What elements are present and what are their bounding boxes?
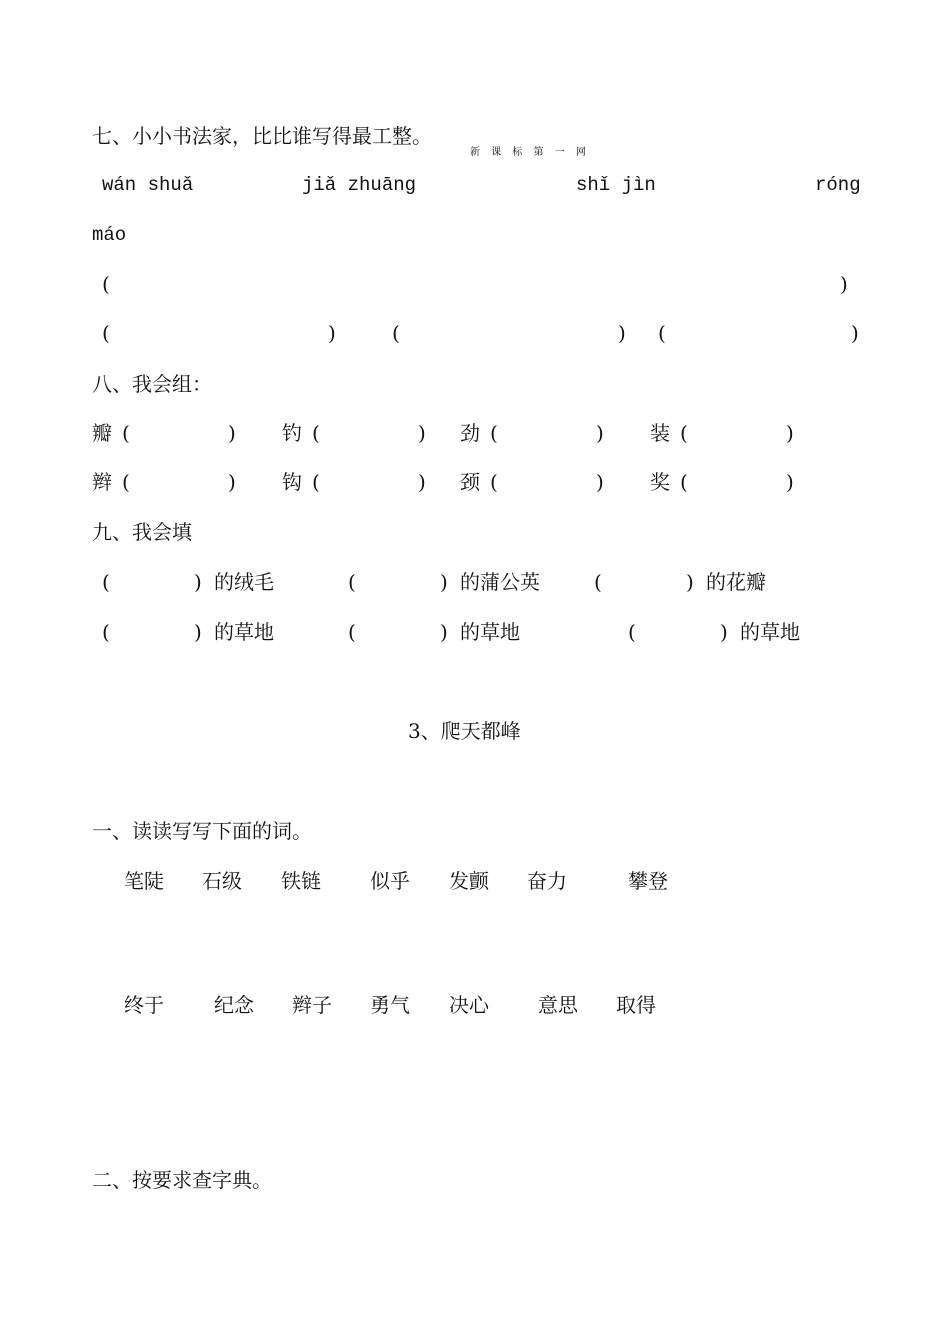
bracket-open: ( xyxy=(312,421,320,445)
bracket-open: ( xyxy=(680,470,688,494)
bracket-close: ) xyxy=(194,620,202,644)
bracket-open: ( xyxy=(348,570,356,594)
watermark-text: 新 课 标 第 一 网 xyxy=(470,147,590,158)
fill-phrase-5: 的草地 xyxy=(460,620,520,644)
bracket-open: ( xyxy=(102,620,110,644)
bracket-close: ) xyxy=(840,272,848,296)
bracket-close: ) xyxy=(618,321,626,345)
bracket-open: ( xyxy=(102,570,110,594)
bracket-open: ( xyxy=(680,421,688,445)
bracket-open: ( xyxy=(348,620,356,644)
char-1: 瓣 xyxy=(92,421,112,445)
word: 意思 xyxy=(538,993,578,1017)
pinyin-4: róng xyxy=(815,174,861,196)
bracket-close: ) xyxy=(851,321,859,345)
section-9-title: 九、我会填 xyxy=(92,520,192,544)
word: 铁链 xyxy=(281,869,321,893)
bracket-open: ( xyxy=(102,272,110,296)
section-7-title: 七、小小书法家，比比谁写得最工整。 xyxy=(92,124,432,148)
bracket-open: ( xyxy=(490,470,498,494)
bracket-open: ( xyxy=(312,470,320,494)
bracket-open: ( xyxy=(658,321,666,345)
bracket-close: ) xyxy=(786,470,794,494)
bracket-close: ) xyxy=(418,470,426,494)
lesson-title: 3、爬天都峰 xyxy=(408,719,521,743)
bracket-close: ) xyxy=(786,421,794,445)
fill-phrase-2: 的蒲公英 xyxy=(460,570,540,594)
word: 勇气 xyxy=(370,993,410,1017)
char-8: 奖 xyxy=(650,470,670,494)
bracket-close: ) xyxy=(596,470,604,494)
bracket-close: ) xyxy=(440,570,448,594)
question-1-title: 一、读读写写下面的词。 xyxy=(92,819,312,843)
bracket-close: ) xyxy=(228,470,236,494)
pinyin-2: jiǎ zhuāng xyxy=(302,174,417,196)
word: 纪念 xyxy=(214,993,254,1017)
bracket-close: ) xyxy=(228,421,236,445)
word: 决心 xyxy=(449,993,489,1017)
bracket-open: ( xyxy=(594,570,602,594)
fill-phrase-4: 的草地 xyxy=(214,620,274,644)
word: 取得 xyxy=(616,993,656,1017)
fill-phrase-6: 的草地 xyxy=(740,620,800,644)
bracket-close: ) xyxy=(440,620,448,644)
fill-phrase-3: 的花瓣 xyxy=(706,570,766,594)
bracket-open: ( xyxy=(392,321,400,345)
bracket-close: ) xyxy=(596,421,604,445)
pinyin-5: máo xyxy=(92,224,127,246)
char-4: 装 xyxy=(650,421,670,445)
bracket-close: ) xyxy=(418,421,426,445)
word: 辫子 xyxy=(292,993,332,1017)
section-8-title: 八、我会组： xyxy=(92,372,212,396)
question-2-title: 二、按要求查字典。 xyxy=(92,1168,272,1192)
bracket-close: ) xyxy=(194,570,202,594)
char-2: 钓 xyxy=(282,421,302,445)
char-7: 颈 xyxy=(460,470,480,494)
char-5: 辫 xyxy=(92,470,112,494)
word: 石级 xyxy=(202,869,242,893)
word: 笔陡 xyxy=(124,869,164,893)
bracket-close: ) xyxy=(328,321,336,345)
word: 终于 xyxy=(124,993,164,1017)
char-6: 钩 xyxy=(282,470,302,494)
bracket-open: ( xyxy=(122,470,130,494)
bracket-open: ( xyxy=(122,421,130,445)
word: 发颤 xyxy=(449,869,489,893)
bracket-open: ( xyxy=(102,321,110,345)
bracket-close: ) xyxy=(720,620,728,644)
bracket-open: ( xyxy=(628,620,636,644)
word: 攀登 xyxy=(628,869,668,893)
word: 似乎 xyxy=(370,869,410,893)
bracket-open: ( xyxy=(490,421,498,445)
pinyin-3: shǐ jìn xyxy=(576,174,656,196)
char-3: 劲 xyxy=(460,421,480,445)
fill-phrase-1: 的绒毛 xyxy=(214,570,274,594)
pinyin-1: wán shuǎ xyxy=(102,174,194,196)
bracket-close: ) xyxy=(686,570,694,594)
word: 奋力 xyxy=(527,869,567,893)
